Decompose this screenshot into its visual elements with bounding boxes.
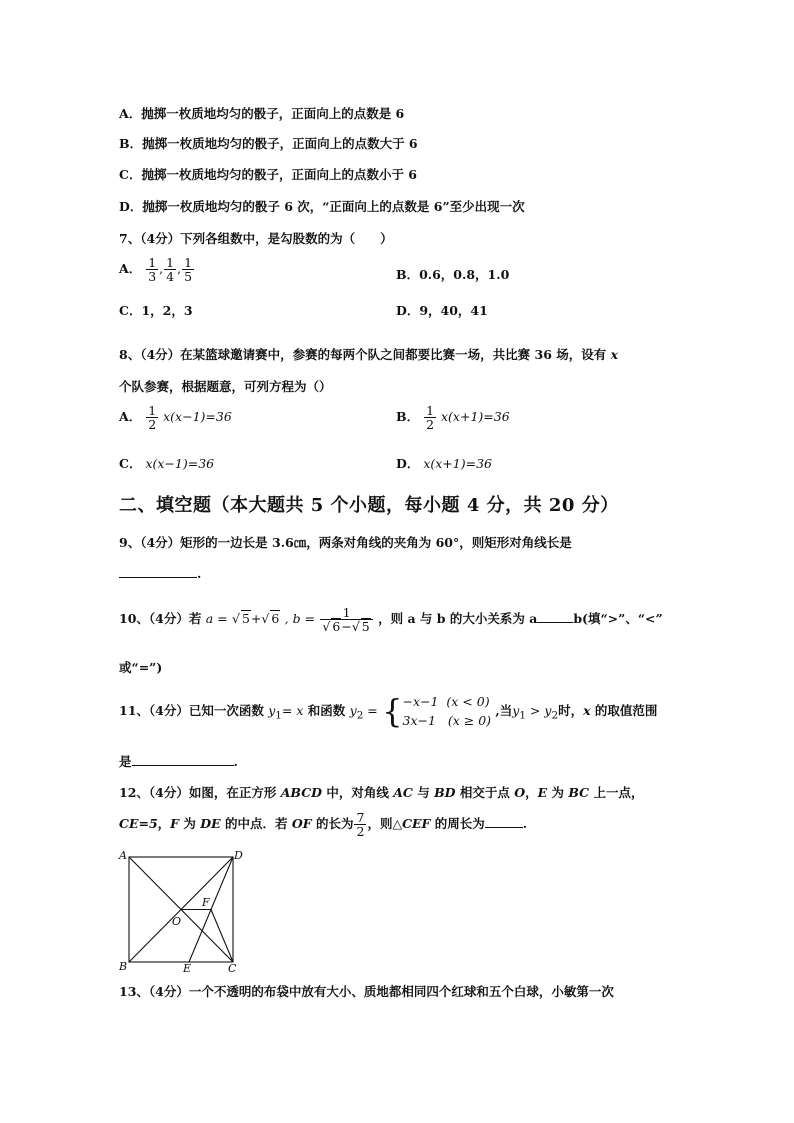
label-o: O [172,915,182,928]
q8-stem-line2: 个队参赛，根据题意，可列方程为（） [119,379,332,394]
q7-option-d: D．9，40，41 [396,303,488,318]
q8-option-b: B． $\frac{1}{2}$ x(x+1)=36 [396,403,510,433]
label-c: C [228,962,237,974]
q10-stem-line2: 或“=”) [119,660,163,675]
q7-option-a: A． $\frac{1}{3}$ , $\frac{1}{4}$ , $\frac{1}{5}$ [119,255,193,285]
q8-option-d: D． x(x+1)=36 [396,456,492,471]
q9-stem: 9、（4分）矩形的一边长是 3.6㎝，两条对角线的夹角为 60°，则矩形对角线长是 [119,535,572,550]
q8-stem-line1: 8、（4分）在某篮球邀请赛中，参赛的每两个队之间都要比赛一场，共比赛 36 场，设有 x [119,347,619,362]
q6-option-c: C．抛掷一枚质地均匀的骰子，正面向上的点数小于 6 [119,167,417,182]
q11-stem-line2: 是 . [119,754,238,769]
label-a: A [119,849,127,862]
q7-option-b: B．0.6，0.8，1.0 [396,267,510,282]
q7-stem: 7、（4分）下列各组数中，是勾股数的为（ ） [119,231,393,246]
label-e: E [183,962,192,974]
q6-option-b: B．抛掷一枚质地均匀的骰子，正面向上的点数大于 6 [119,136,418,151]
section-heading: 二、填空题（本大题共 5 个小题，每小题 4 分，共 20 分） [119,495,619,516]
label-f: F [202,896,210,909]
q11-stem: 11、（4分）已知一次函数 $y_1= x$ 和函数 $y_2$ = { −x−1 (x < 0) 3x−1 (x ≥ 0) ,当$y_1 > y_2$时，x 的取值范围 [119,692,658,731]
q6-option-d: D．抛掷一枚质地均匀的骰子 6 次，“正面向上的点数是 6”至少出现一次 [119,199,525,214]
q8-option-a: A． $\frac{1}{2}$ x(x−1)=36 [119,403,232,433]
q13-stem: 13、（4分）一个不透明的布袋中放有大小、质地都相同四个红球和五个白球，小敏第一次 [119,984,614,999]
q9-answer-line: . [119,566,201,581]
segment-fc [211,910,233,963]
label-b: B [119,960,128,973]
q12-stem-line1: 12、（4分）如图，在正方形 ABCD 中，对角线 AC 与 BD 相交于点 O，E 为 BC 上一点， [119,785,644,800]
q10-stem: 10、（4分）若 a = √ 5+√ 6 , b = $\frac{1}{√ 6-√ 5}$ ，则 a 与 b 的大小关系为 a b(填“>”、“<” [119,605,663,635]
q8-option-c: C． x(x−1)=36 [119,456,215,471]
q7-option-c: C．1，2，3 [119,303,193,318]
q12-stem-line2: CE=5，F 为 DE 的中点．若 OF 的长为 $\frac{7}{2}$ ，则△CEF 的周长为 . [119,810,528,840]
square-diagram [116,848,248,974]
q6-option-a: A．抛掷一枚质地均匀的骰子，正面向上的点数是 6 [119,106,405,121]
label-d: D [234,849,243,862]
